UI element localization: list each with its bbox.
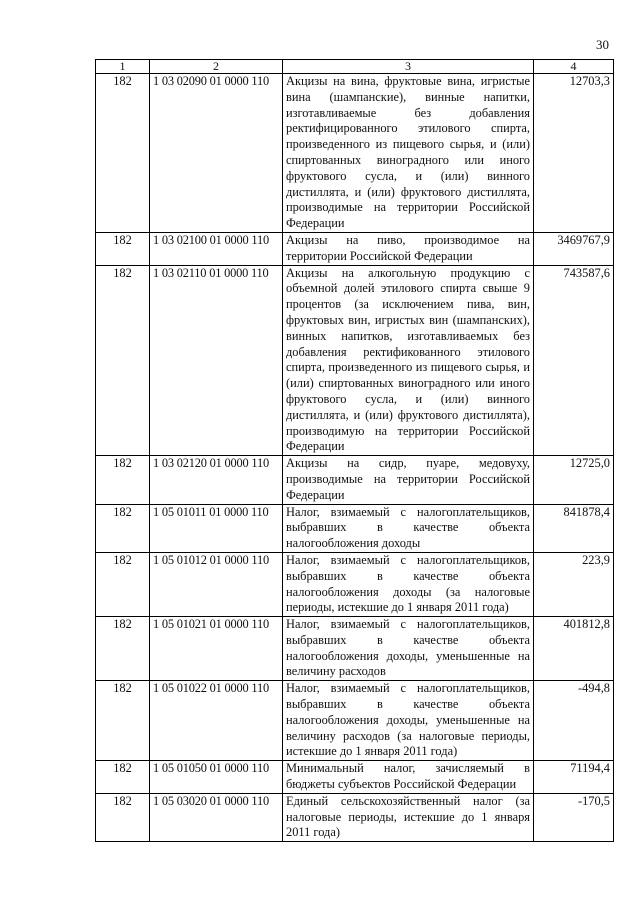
table-row xyxy=(96,617,614,681)
admin-code-cell: 182 xyxy=(96,74,150,233)
admin-code-cell: 182 xyxy=(96,793,150,841)
table-row xyxy=(96,681,614,761)
kbk-code-cell: 1 05 03020 01 0000 110 xyxy=(150,793,283,841)
amount-cell: -170,5 xyxy=(534,793,614,841)
revenue-name-cell: Единый сельскохозяйственный налог (за налоговые периоды, истекшие до 1 января 2011 года) xyxy=(283,793,534,841)
admin-code-cell: 182 xyxy=(96,232,150,265)
revenue-name-cell: Налог, взимаемый с налогоплательщиков, выбравших в качестве объекта налогообложения доходы, уменьшенные на величину расходов (за налоговые периоды, истекшие до 1 января 2011 года) xyxy=(283,681,534,761)
table-header-row xyxy=(96,60,614,74)
amount-cell: 3469767,9 xyxy=(534,232,614,265)
kbk-code-cell: 1 03 02110 01 0000 110 xyxy=(150,265,283,456)
table-row xyxy=(96,265,614,456)
admin-code-cell: 182 xyxy=(96,617,150,681)
amount-cell: 12703,3 xyxy=(534,74,614,233)
kbk-code-cell: 1 05 01050 01 0000 110 xyxy=(150,761,283,794)
revenue-name-cell: Акцизы на вина, фруктовые вина, игристые вина (шампанские), винные напитки, изготавливаемые без добавления ректифицированного этилового спирта, произведенного из пищевого сырья, и (или) спиртованных виноградного или иного фруктового сусла, и (или) винного дистиллята, и (или) фруктового дистиллята, производимые на территории Российской Федерации xyxy=(283,74,534,233)
revenue-name-cell: Акцизы на алкогольную продукцию с объемной долей этилового спирта свыше 9 процентов (за исключением пива, вин, фруктовых вин, игристых вин (шампанских), винных напитков, изготавливаемых без добавления ректификованного этилового спирта, произведенного из пищевого сырья, и (или) спиртованных виноградного или иного фруктового сусла, и (или) винного дистиллята, и (или) фруктового дистиллята), производимую на территории Российской Федерации xyxy=(283,265,534,456)
table-row xyxy=(96,552,614,616)
revenue-name-cell: Налог, взимаемый с налогоплательщиков, выбравших в качестве объекта налогообложения доходы, уменьшенные на величину расходов xyxy=(283,617,534,681)
admin-code-cell: 182 xyxy=(96,504,150,552)
table-row xyxy=(96,504,614,552)
kbk-code-cell: 1 03 02090 01 0000 110 xyxy=(150,74,283,233)
column-header-3: 3 xyxy=(283,60,534,74)
kbk-code-cell: 1 05 01011 01 0000 110 xyxy=(150,504,283,552)
kbk-code-cell: 1 05 01022 01 0000 110 xyxy=(150,681,283,761)
amount-cell: -494,8 xyxy=(534,681,614,761)
table-row xyxy=(96,456,614,504)
table-row xyxy=(96,74,614,233)
column-header-1: 1 xyxy=(96,60,150,74)
admin-code-cell: 182 xyxy=(96,761,150,794)
admin-code-cell: 182 xyxy=(96,681,150,761)
table-row xyxy=(96,761,614,794)
amount-cell: 71194,4 xyxy=(534,761,614,794)
revenue-name-cell: Акцизы на пиво, производимое на территории Российской Федерации xyxy=(283,232,534,265)
revenue-name-cell: Минимальный налог, зачисляемый в бюджеты субъектов Российской Федерации xyxy=(283,761,534,794)
amount-cell: 841878,4 xyxy=(534,504,614,552)
kbk-code-cell: 1 03 02100 01 0000 110 xyxy=(150,232,283,265)
revenue-name-cell: Налог, взимаемый с налогоплательщиков, выбравших в качестве объекта налогообложения доходы (за налоговые периоды, истекшие до 1 января 2011 года) xyxy=(283,552,534,616)
column-header-2: 2 xyxy=(150,60,283,74)
column-header-4: 4 xyxy=(534,60,614,74)
admin-code-cell: 182 xyxy=(96,552,150,616)
table-row xyxy=(96,232,614,265)
page-number: 30 xyxy=(596,37,609,52)
kbk-code-cell: 1 05 01012 01 0000 110 xyxy=(150,552,283,616)
revenue-name-cell: Налог, взимаемый с налогоплательщиков, выбравших в качестве объекта налогообложения доходы xyxy=(283,504,534,552)
amount-cell: 223,9 xyxy=(534,552,614,616)
amount-cell: 12725,0 xyxy=(534,456,614,504)
kbk-code-cell: 1 05 01021 01 0000 110 xyxy=(150,617,283,681)
admin-code-cell: 182 xyxy=(96,265,150,456)
kbk-code-cell: 1 03 02120 01 0000 110 xyxy=(150,456,283,504)
admin-code-cell: 182 xyxy=(96,456,150,504)
revenue-name-cell: Акцизы на сидр, пуаре, медовуху, производимые на территории Российской Федерации xyxy=(283,456,534,504)
table-row xyxy=(96,793,614,841)
amount-cell: 743587,6 xyxy=(534,265,614,456)
revenue-table xyxy=(95,59,614,842)
amount-cell: 401812,8 xyxy=(534,617,614,681)
